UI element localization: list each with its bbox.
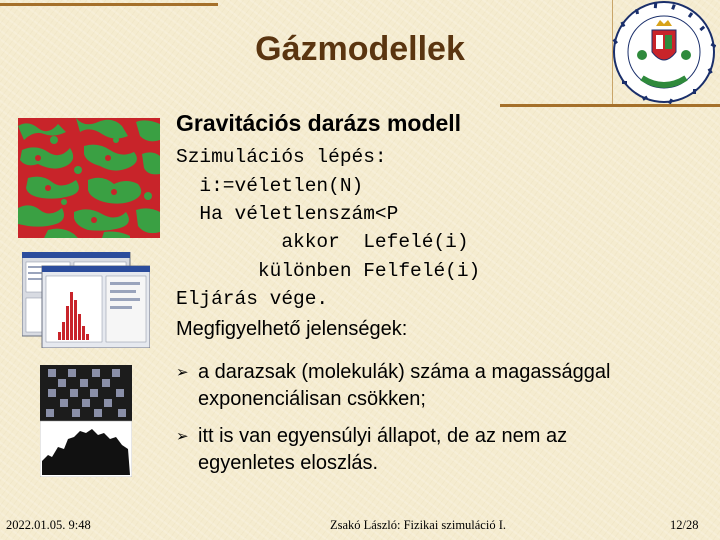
code-line: i:=véletlen(N): [176, 175, 364, 197]
code-line: akkor Lefelé(i): [176, 231, 469, 253]
code-line: Ha véletlenszám<P: [176, 203, 399, 225]
top-left-bar: [0, 3, 218, 6]
arrow-bullet-icon: ➢: [176, 364, 189, 381]
bullet-text-line1: itt is van egyensúlyi állapot, de az nem az: [198, 425, 568, 447]
subtitle: Gravitációs darázs modell: [176, 110, 462, 136]
code-line: Eljárás vége.: [176, 288, 329, 310]
university-seal-icon: [612, 0, 716, 104]
footer-page-number: 12/28: [670, 518, 699, 532]
bullet-text-line1: a darazsak (molekulák) száma a magassággal: [198, 361, 611, 383]
code-line: Szimulációs lépés:: [176, 146, 387, 168]
bullet-text-line2: egyenletes eloszlás.: [198, 452, 379, 474]
footer-author: Zsakó László: Fizikai szimuláció I.: [330, 518, 506, 532]
simulation-image: [18, 118, 160, 238]
footer-date: 2022.01.05. 9:48: [6, 518, 91, 532]
code-line: különben Felfelé(i): [176, 260, 481, 282]
wasp-model-image: [40, 365, 132, 477]
slide-title: Gázmodellek: [255, 30, 465, 68]
right-bar: [500, 104, 720, 107]
arrow-bullet-icon: ➢: [176, 428, 189, 445]
observations-heading: Megfigyelhető jelenségek:: [176, 318, 408, 340]
simulation-windows-image: [22, 252, 150, 348]
bullet-text-line2: exponenciálisan csökken;: [198, 388, 426, 410]
